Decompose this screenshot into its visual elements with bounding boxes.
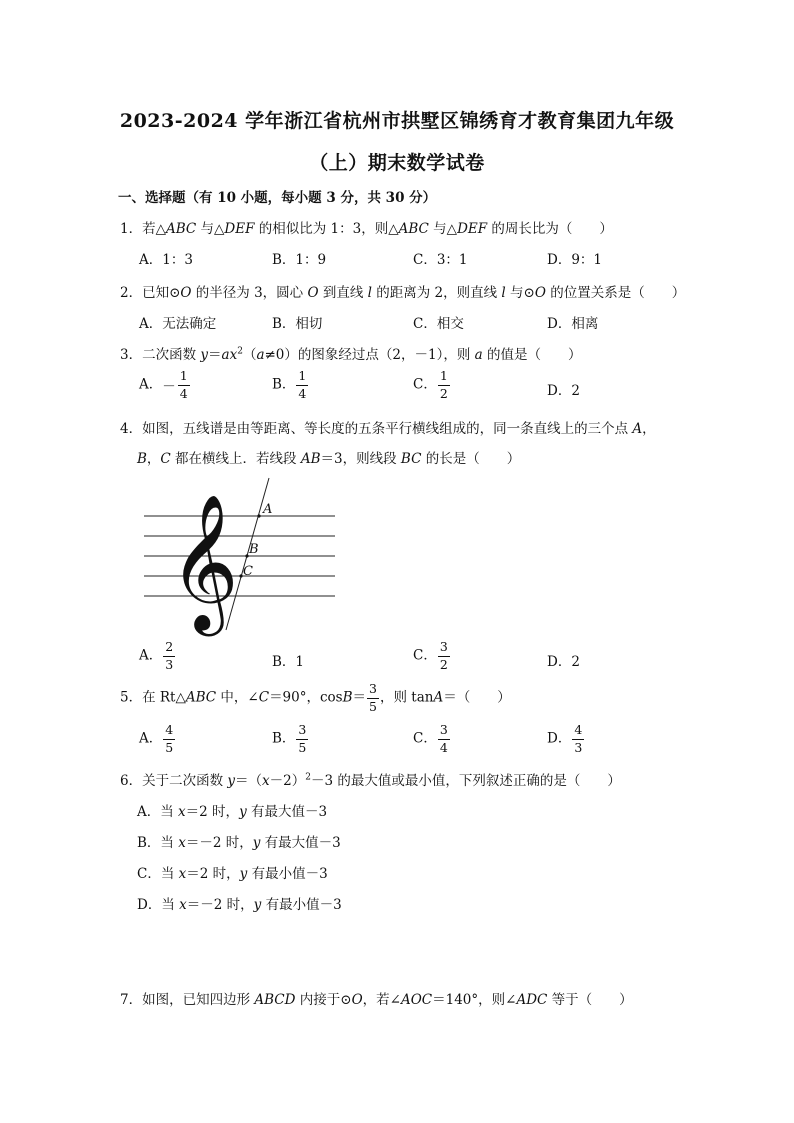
fraction: $\frac{1}{4}$: [179, 368, 188, 401]
question-4-line1: 4．如图，五线谱是由等距离、等长度的五条平行横线组成的，同一条直线上的三个点 A，: [120, 421, 656, 437]
fraction: $\frac{3}{5}$: [369, 681, 377, 714]
page-title-line1: 2023-2024 学年浙江省杭州市拱墅区锦绣育才教育集团九年级: [119, 110, 675, 132]
q4-option-b: B．1: [272, 654, 305, 670]
q3-option-b: B． $\frac{1}{4}$: [272, 368, 307, 401]
label-b: B: [249, 542, 259, 557]
q1-option-c: C．3：1: [413, 252, 468, 268]
staff-figure: [140, 472, 340, 637]
question-number: 6．: [120, 773, 143, 789]
q2-option-c: C．相交: [413, 316, 464, 332]
question-1: 1．若△ABC 与△DEF 的相似比为 1：3，则△ABC 与△DEF 的周长比为（ ）: [120, 221, 613, 237]
q3-option-d: D．2: [547, 383, 580, 399]
question-6: 6．关于二次函数 $y=(x-2)^2-3$ 的最大值或最小值，下列叙述正确的是（ ）: [120, 772, 621, 789]
q6-option-d: D．当 x＝－2 时，y 有最小值－3: [137, 897, 342, 913]
question-7: 7．如图，已知四边形 ABCD 内接于⊙O，若∠AOC＝140°，则∠ADC 等于（ ）: [120, 992, 633, 1008]
q5-option-a: A． $\frac{4}{5}$: [139, 722, 174, 755]
fraction: $\frac{3}{2}$: [439, 639, 448, 672]
q4-option-d: D．2: [547, 654, 580, 670]
fraction: $\frac{1}{4}$: [298, 368, 307, 401]
fraction: $\frac{2}{3}$: [165, 639, 174, 672]
question-number: 1．: [120, 221, 143, 237]
treble-clef-icon: 𝄞: [169, 492, 239, 630]
q1-option-a: A．1：3: [139, 252, 193, 268]
q3-option-a: A．－ $\frac{1}{4}$: [139, 368, 188, 401]
question-3: 3．二次函数 $y=ax^2(a\ne 0)$的图象经过点（2，－1），则 a 的值是（ ）: [120, 346, 582, 363]
fraction: $\frac{3}{5}$: [298, 722, 307, 755]
question-number: 5．: [120, 689, 143, 706]
point-a: [257, 514, 260, 517]
question-number: 2．: [120, 285, 143, 301]
q2-option-a: A．无法确定: [139, 316, 217, 332]
q5-option-d: D． $\frac{4}{3}$: [547, 722, 583, 755]
fraction: $\frac{4}{5}$: [165, 722, 174, 755]
question-number: 4．: [120, 421, 143, 437]
fraction: $\frac{3}{4}$: [439, 722, 448, 755]
question-4-line2: B，C 都在横线上．若线段 AB＝3，则线段 BC 的长是（ ）: [137, 451, 521, 467]
question-5: 5．在 Rt△ABC 中，∠C＝90°，cosB＝ $\frac{3}{5}$ ，则 tanA＝（ ）: [120, 681, 511, 714]
label-a: A: [263, 502, 273, 517]
q4-option-a: A． $\frac{2}{3}$: [139, 639, 174, 672]
question-number: 7．: [120, 992, 143, 1008]
q3-option-c: C． $\frac{1}{2}$: [413, 368, 448, 401]
q2-option-b: B．相切: [272, 316, 323, 332]
q6-option-a: A．当 x＝2 时，y 有最大值－3: [137, 804, 328, 820]
q1-option-b: B．1：9: [272, 252, 327, 268]
q6-option-c: C．当 x＝2 时，y 有最小值－3: [137, 866, 328, 882]
question-number: 3．: [120, 347, 143, 363]
q5-option-c: C． $\frac{3}{4}$: [413, 722, 448, 755]
question-2: 2．已知⊙O 的半径为 3，圆心 O 到直线 l 的距离为 2，则直线 l 与⊙O 的位置关系是（ ）: [120, 285, 686, 301]
q5-option-b: B． $\frac{3}{5}$: [272, 722, 307, 755]
page-title-line2: （上）期末数学试卷: [309, 152, 485, 174]
section-heading: 一、选择题（有 10 小题，每小题 3 分，共 30 分）: [118, 190, 437, 206]
q6-option-b: B．当 x＝－2 时，y 有最大值－3: [137, 835, 341, 851]
fraction: $\frac{1}{2}$: [439, 368, 448, 401]
q1-option-d: D．9：1: [547, 252, 603, 268]
q2-option-d: D．相离: [547, 316, 599, 332]
fraction: $\frac{4}{3}$: [574, 722, 583, 755]
q4-option-c: C． $\frac{3}{2}$: [413, 639, 448, 672]
label-c: C: [243, 564, 253, 579]
